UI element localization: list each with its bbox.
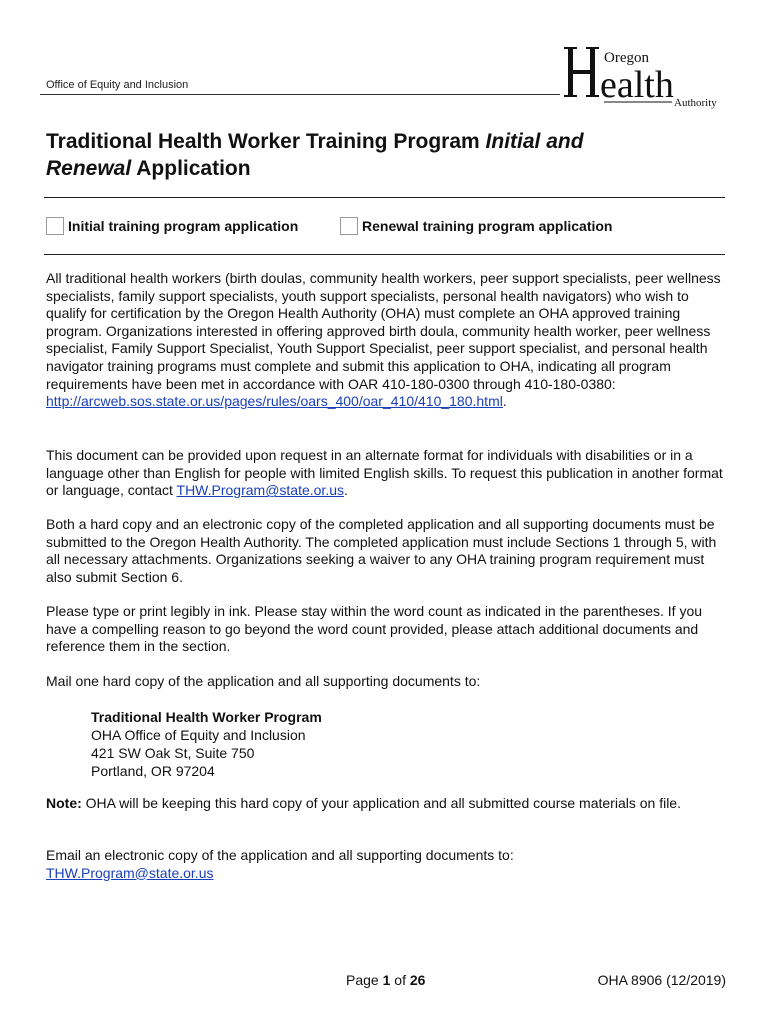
header-divider bbox=[40, 94, 560, 95]
alternate-format-paragraph: This document can be provided upon request in an alternate format for individuals with disabilities or in a language other than English for people with limited English skills. To request this publication in another format or language, contact THW.Program@state.or.us. bbox=[46, 447, 723, 499]
page-title: Traditional Health Worker Training Program Initial and Renewal Application bbox=[46, 130, 584, 180]
intro-paragraph: All traditional health workers (birth doulas, community health workers, peer support specialists, peer wellness specialists, family support specialists, youth support specialists, personal health navigators) who wish to qualify for certification by the Oregon Health Authority (OHA) must complete an OHA approved training program. Organizations interested in offering approved birth doula, community health worker, peer wellness specialist, Family Support Specialist, Youth Support Specialist, peer support specialist, and personal health navigator training programs must complete and submit this application to OHA, indicating all program requirements have been met in accordance with OAR 410-180-0300 through 410-180-0380: http://arcweb.sos.state.or.us/pages/rules/oars_400/oar_410/410_180.html. bbox=[46, 270, 721, 410]
email-paragraph: Email an electronic copy of the application and all supporting documents to: THW.Program@state.or.us bbox=[46, 847, 514, 881]
address-line: OHA Office of Equity and Inclusion bbox=[91, 727, 306, 743]
svg-text:ealth: ealth bbox=[600, 64, 674, 106]
svg-text:Authority: Authority bbox=[674, 97, 717, 109]
renewal-application-checkbox[interactable] bbox=[340, 216, 612, 236]
address-line: Traditional Health Worker Program bbox=[91, 709, 322, 725]
office-name: Office of Equity and Inclusion bbox=[46, 79, 189, 91]
oar-rules-link[interactable]: http://arcweb.sos.state.or.us/pages/rules/oars_400/oar_410/410_180.html bbox=[46, 393, 503, 410]
title-divider bbox=[44, 197, 725, 198]
legibility-paragraph: Please type or print legibly in ink. Please stay within the word count as indicated in the parentheses. If you have a compelling reason to go beyond the word count provided, please attach additional documents and reference them in the section. bbox=[46, 603, 703, 655]
renewal-application-label: Renewal training program application bbox=[362, 218, 613, 234]
mailing-address bbox=[91, 708, 322, 780]
initial-application-checkbox[interactable] bbox=[46, 216, 298, 236]
form-id: OHA 8906 (12/2019) bbox=[597, 972, 726, 988]
thw-email-link-2[interactable]: THW.Program@state.or.us bbox=[46, 864, 214, 881]
note-paragraph: Note: OHA will be keeping this hard copy of your application and all submitted course materials on file. bbox=[46, 795, 681, 811]
submission-paragraph: Both a hard copy and an electronic copy of the completed application and all supporting documents must be submitted to the Oregon Health Authority. The completed application must include Sections 1 through 5, with all necessary attachments. Organizations seeking a waiver to any OHA training program requirement must also submit Section 6. bbox=[46, 516, 717, 585]
checkbox-icon[interactable] bbox=[340, 217, 358, 235]
page-number: Page 1 of 26 bbox=[346, 972, 426, 988]
checkbox-icon[interactable] bbox=[46, 217, 64, 235]
address-line: Portland, OR 97204 bbox=[91, 763, 215, 779]
thw-email-link[interactable]: THW.Program@state.or.us bbox=[176, 482, 344, 499]
options-divider bbox=[44, 254, 725, 255]
address-line: 421 SW Oak St, Suite 750 bbox=[91, 745, 255, 761]
oregon-health-authority-logo bbox=[564, 44, 730, 110]
svg-text:Oregon: Oregon bbox=[604, 50, 649, 66]
mail-instruction: Mail one hard copy of the application and all supporting documents to: bbox=[46, 673, 481, 689]
initial-application-label: Initial training program application bbox=[68, 218, 299, 234]
